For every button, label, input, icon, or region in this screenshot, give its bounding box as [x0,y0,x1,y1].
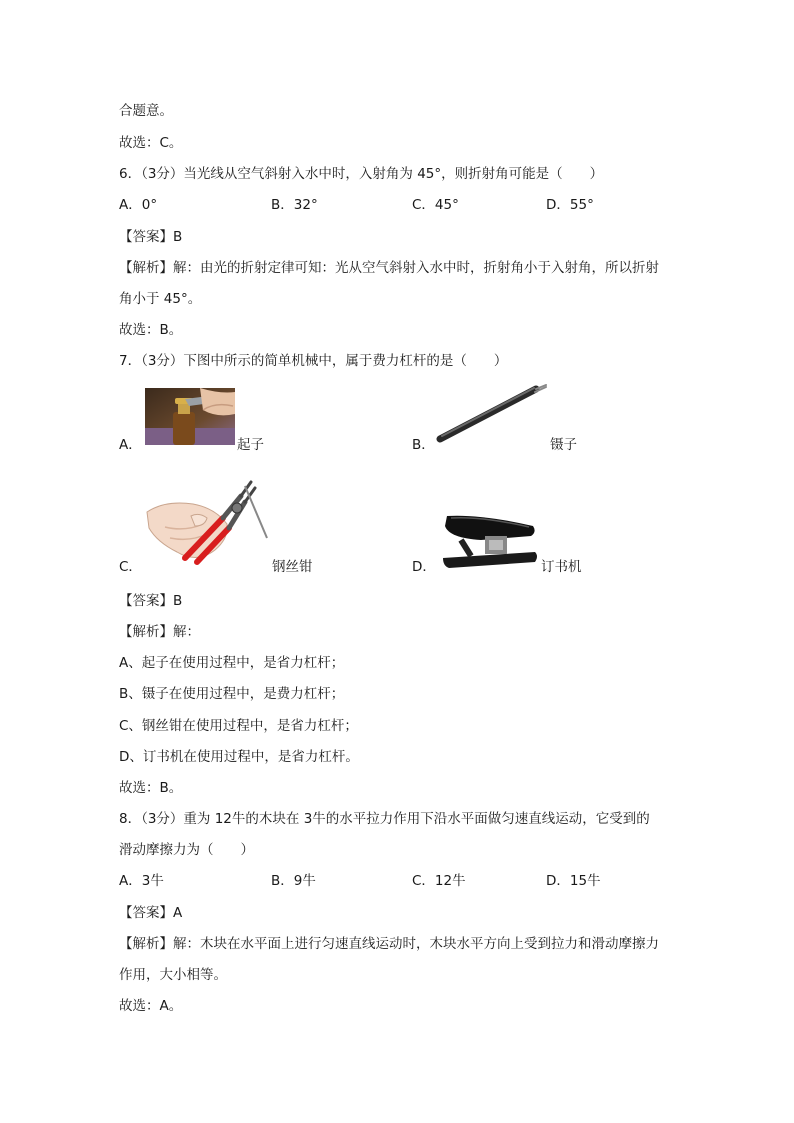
q7-option-d-caption: 订书机 [541,559,582,575]
q7-option-a-caption: 起子 [237,437,264,453]
q7-analysis-line-b: B、镊子在使用过程中，是费力杠杆； [119,686,345,702]
q8-stem-line-1: 8．（3分）重为 12牛的木块在 3牛的水平拉力作用下沿水平面做匀速直线运动，它受到的 [119,811,650,827]
q7-analysis-line-c: C、钢丝钳在使用过程中，是省力杠杆； [119,718,358,734]
q7-option-c-letter: C． [119,559,142,575]
q6-analysis-line-2: 角小于 45°。 [119,291,202,307]
bottle-opener-icon [145,388,235,445]
q8-choice: 故选：A。 [119,998,183,1014]
q7-answer: 【答案】B [119,593,183,609]
q5-choice: 故选：C。 [119,135,183,151]
q7-option-d-letter: D． [412,559,436,575]
q6-stem: 6．（3分）当光线从空气斜射入水中时，入射角为 45°，则折射角可能是（ ） [119,166,604,182]
q8-option-a: A．3牛 [119,873,164,889]
q6-option-b: B．32° [271,197,318,213]
q7-option-b-caption: 镊子 [550,437,577,453]
pliers-icon [145,472,270,568]
q8-option-b: B．9牛 [271,873,316,889]
q6-analysis-line-1: 【解析】解：由光的折射定律可知：光从空气斜射入水中时，折射角小于入射角，所以折射 [119,260,659,276]
q7-option-a-letter: A． [119,437,142,453]
q7-analysis-line-a: A、起子在使用过程中，是省力杠杆； [119,655,345,671]
q7-analysis-line-d: D、订书机在使用过程中，是省力杠杆。 [119,749,359,765]
q7-stem: 7．（3分）下图中所示的简单机械中，属于费力杠杆的是（ ） [119,353,508,369]
q6-option-c: C．45° [412,197,459,213]
stapler-icon [441,512,541,572]
q7-choice: 故选：B。 [119,780,183,796]
q7-analysis-head: 【解析】解： [119,624,200,640]
q7-option-c-caption: 钢丝钳 [272,559,313,575]
q6-answer: 【答案】B [119,229,183,245]
q8-option-d: D．15牛 [546,873,601,889]
q5-text-tail: 合题意。 [119,103,173,119]
q6-choice: 故选：B。 [119,322,183,338]
q6-option-a: A．0° [119,197,158,213]
q7-option-b-letter: B． [412,437,435,453]
q8-analysis-line-2: 作用，大小相等。 [119,967,227,983]
q8-answer: 【答案】A [119,905,183,921]
q8-option-c: C．12牛 [412,873,466,889]
q6-option-d: D．55° [546,197,594,213]
tweezers-icon [436,384,548,444]
q8-analysis-line-1: 【解析】解：木块在水平面上进行匀速直线运动时，木块水平方向上受到拉力和滑动摩擦力 [119,936,659,952]
q8-stem-line-2: 滑动摩擦力为（ ） [119,842,254,858]
